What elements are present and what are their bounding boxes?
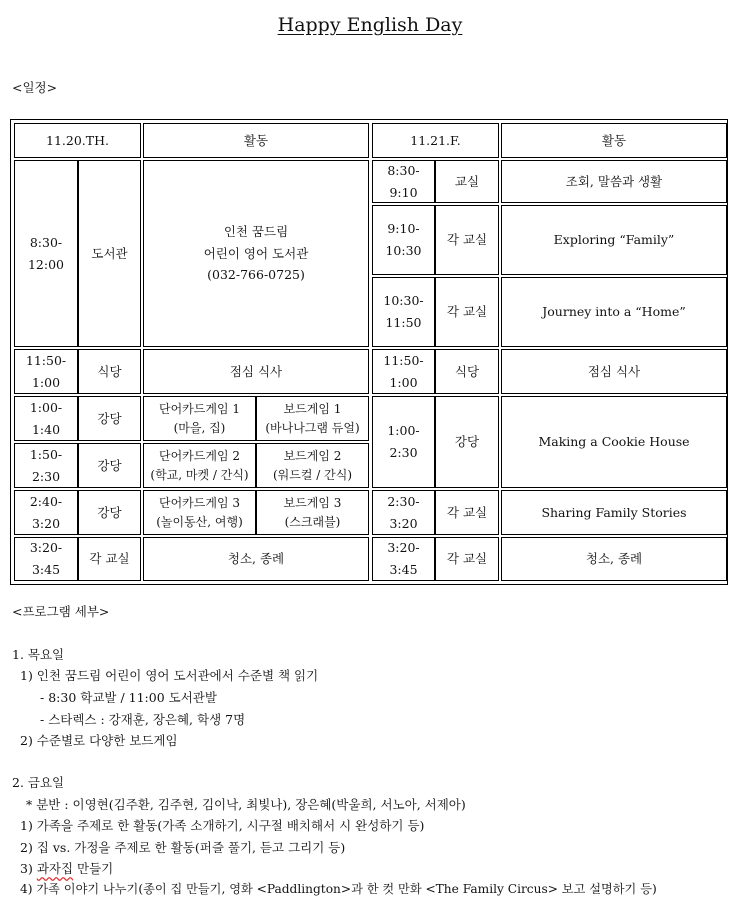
thu-time-4: 1:50- 2:30 <box>14 443 78 488</box>
thu-place-2: 식당 <box>78 349 141 394</box>
friday-item-4: 4) 가족 이야기 나누기(종이 집 만들기, 영화 <Paddlington>과 한 컷 만화 <The Family Circus> 보고 설명하기 등) <box>20 882 657 896</box>
thu-board-game-1: 보드게임 1 (바나나그램 듀얼) <box>256 396 369 441</box>
friday-class-split-note: * 분반 : 이영현(김주환, 김주현, 김이낙, 최빛나), 장은혜(박울희, 서노아, 서제아) <box>26 797 466 812</box>
thu-activity-2: 점심 식사 <box>143 349 369 394</box>
thu-board-game-2: 보드게임 2 (워드컬 / 간식) <box>256 443 369 488</box>
fri-place-5: 강당 <box>435 396 499 488</box>
thu-place-3: 강당 <box>78 396 141 441</box>
fri-date-header: 11.21.F. <box>372 123 499 158</box>
thu-activity-header: 활동 <box>143 123 369 158</box>
fri-place-2: 각 교실 <box>435 205 499 275</box>
fri-place-3: 각 교실 <box>435 277 499 347</box>
spellcheck-underlined-word: 과자집 <box>36 861 74 876</box>
thu-place-1: 도서관 <box>78 160 141 347</box>
fri-activity-6: Sharing Family Stories <box>501 490 727 535</box>
thu-place-6: 각 교실 <box>78 537 141 581</box>
thu-date-header: 11.20.TH. <box>14 123 141 158</box>
fri-time-1: 8:30- 9:10 <box>372 160 435 203</box>
page-title: Happy English Day <box>277 14 463 36</box>
fri-time-4: 11:50- 1:00 <box>372 349 435 394</box>
friday-item-3-suffix: 만들기 <box>73 861 114 876</box>
friday-item-2: 2) 집 vs. 가정을 주제로 한 활동(퍼즐 풀기, 듣고 그리기 등) <box>20 840 346 855</box>
fri-activity-2: Exploring “Family” <box>501 205 727 275</box>
thursday-item-1: 1) 인천 꿈드림 어린이 영어 도서관에서 수준별 책 읽기 <box>20 668 319 683</box>
fri-activity-1: 조회, 말씀과 생활 <box>501 160 727 203</box>
thu-activity-6: 청소, 종례 <box>143 537 369 581</box>
thursday-heading: 1. 목요일 <box>12 647 65 662</box>
thu-board-game-3: 보드게임 3 (스크래블) <box>256 490 369 535</box>
friday-item-3-prefix: 3) <box>20 861 37 876</box>
thu-place-5: 강당 <box>78 490 141 535</box>
thursday-item-2: 2) 수준별로 다양한 보드게임 <box>20 733 178 748</box>
fri-activity-header: 활동 <box>501 123 727 158</box>
fri-place-7: 각 교실 <box>435 537 499 581</box>
fri-activity-7: 청소, 종례 <box>501 537 727 581</box>
details-label: <프로그램 세부> <box>12 604 110 619</box>
thursday-item-1a: - 8:30 학교발 / 11:00 도서관발 <box>40 690 217 705</box>
schedule-label: <일정> <box>12 80 58 95</box>
fri-activity-3: Journey into a “Home” <box>501 277 727 347</box>
fri-place-1: 교실 <box>435 160 499 203</box>
thu-time-6: 3:20- 3:45 <box>14 537 78 581</box>
friday-item-3 <box>20 859 113 877</box>
thu-activity-1: 인천 꿈드림 어린이 영어 도서관 (032-766-0725) <box>143 160 369 347</box>
fri-place-4: 식당 <box>435 349 499 394</box>
fri-activity-5: Making a Cookie House <box>501 396 727 488</box>
fri-time-3: 10:30- 11:50 <box>372 277 435 347</box>
fri-time-2: 9:10- 10:30 <box>372 205 435 275</box>
thu-time-5: 2:40- 3:20 <box>14 490 78 535</box>
thu-time-3: 1:00- 1:40 <box>14 396 78 441</box>
fri-activity-4: 점심 식사 <box>501 349 727 394</box>
fri-time-7: 3:20- 3:45 <box>372 537 435 581</box>
fri-time-6: 2:30- 3:20 <box>372 490 435 535</box>
fri-time-5: 1:00- 2:30 <box>372 396 435 488</box>
thu-place-4: 강당 <box>78 443 141 488</box>
thu-time-2: 11:50- 1:00 <box>14 349 78 394</box>
thursday-item-1b: - 스타렉스 : 강재훈, 장은혜, 학생 7명 <box>40 712 246 727</box>
thu-word-card-game-2: 단어카드게임 2 (학교, 마켓 / 간식) <box>143 443 256 488</box>
friday-heading: 2. 금요일 <box>12 775 65 790</box>
thu-word-card-game-3: 단어카드게임 3 (놀이동산, 여행) <box>143 490 256 535</box>
thu-word-card-game-1: 단어카드게임 1 (마을, 집) <box>143 396 256 441</box>
friday-item-1: 1) 가족을 주제로 한 활동(가족 소개하기, 시구절 배치해서 시 완성하기 등) <box>20 818 425 833</box>
thu-time-1: 8:30- 12:00 <box>14 160 78 347</box>
fri-place-6: 각 교실 <box>435 490 499 535</box>
